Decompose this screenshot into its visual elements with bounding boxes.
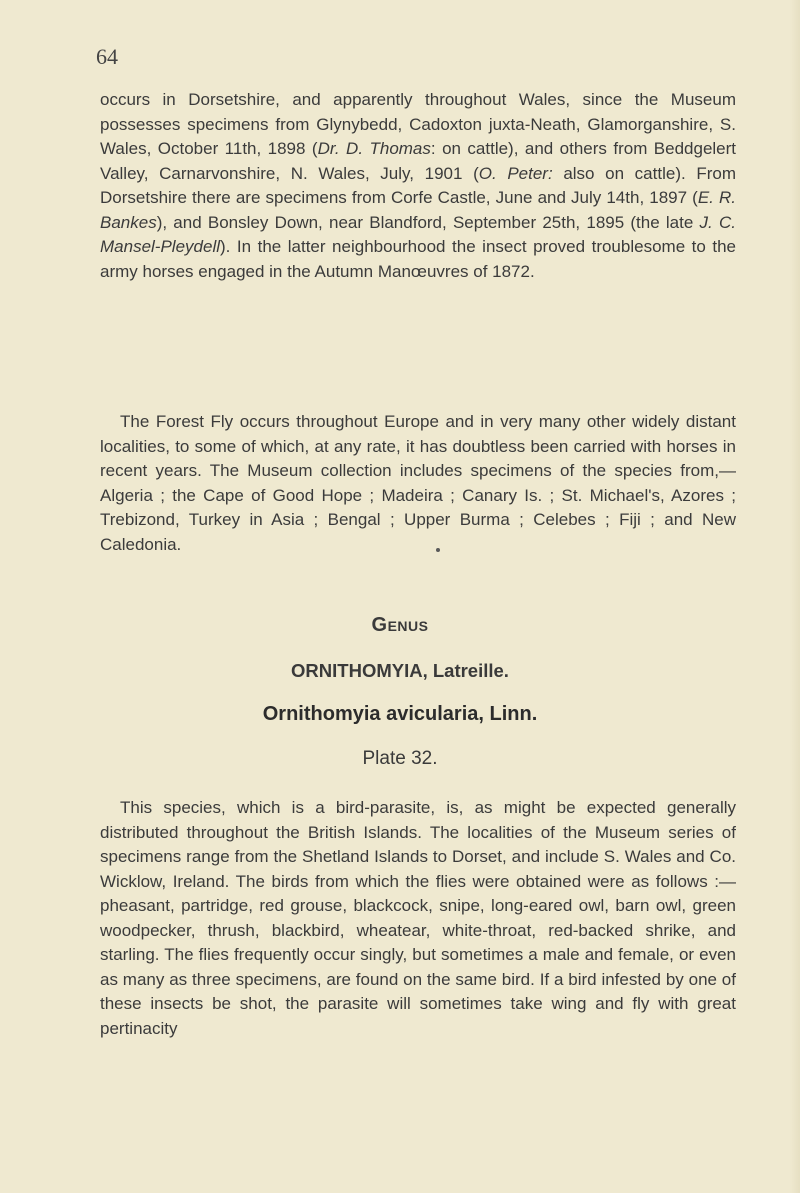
collector-name: O. Peter: <box>478 163 553 183</box>
paragraph-forest-fly <box>100 410 736 557</box>
paragraph-text: also on cattle). From Dorsetshire there are specimens from Corfe Castle, June and July 14th, 1897 ( <box>100 163 736 207</box>
paragraph-text: : on cattle), and others from Beddgelert Valley, Carnarvonshire, N. Wales, July, 1901 ( <box>100 139 737 183</box>
genus-name: ORNITHOMYIA, Latreille. <box>291 660 509 681</box>
species-name: Ornithomyia avicularia, Linn. <box>262 703 538 725</box>
collector-name: J. C. Mansel-Pleydell <box>100 212 736 256</box>
plate-reference: Plate 32. <box>362 748 438 769</box>
paragraph-text: ). In the latter neighbourhood the insect proved troublesome to the army horses engaged in the Autumn Manœuvres of 1872. <box>100 237 736 281</box>
paragraph-text: This species, which is a bird-parasite, is, as might be expected generally distributed throughout the British Islands. The localities of the Museum series of specimens range from the Shetland Islands to Dorset, and include S. Wales and Co. Wicklow, Ireland. The birds from which the flies were obtained were as follows :—pheasant, partridge, red grouse, blackcock, snipe, long-eared owl, barn owl, green woodpecker, thrush, blackbird, wheatear, white-throat, red-backed shrike, and starling. The flies frequently occur singly, but sometimes a male and female, or even as many as three specimens, are found on the same bird. If a bird infested by one of these insects be shot, the parasite will sometimes take wing and fly with great pertinacity <box>100 798 736 1038</box>
paragraph-ornithomyia <box>100 796 736 1041</box>
page-number: 64 <box>96 44 118 69</box>
paragraph-text: occurs in Dorsetshire, and apparently throughout Wales, since the Museum possesses specimens from Glynybedd, Cadoxton juxta-Neath, Glamorganshire, S. Wales, October 11th, 1898 ( <box>100 90 736 158</box>
collector-name: E. R. Bankes <box>100 188 736 232</box>
paragraph-text: ), and Bonsley Down, near Blandford, September 25th, 1895 (the late <box>156 212 700 232</box>
paragraph-continuation <box>100 88 736 284</box>
print-speck <box>436 548 440 552</box>
genus-heading: Genus <box>371 614 429 636</box>
paragraph-text: The Forest Fly occurs throughout Europe and in very many other widely distant localities, to some of which, at any rate, it has doubtless been carried with horses in recent years. The Museum collection includes specimens of the species from,—Algeria ; the Cape of Good Hope ; Madeira ; Canary Is. ; St. Michael's, Azores ; Trebizond, Turkey in Asia ; Bengal ; Upper Burma ; Celebes ; Fiji ; and New Caledonia. <box>100 412 736 554</box>
paper-edge <box>790 0 800 1193</box>
collector-name: Dr. D. Thomas <box>317 139 431 158</box>
